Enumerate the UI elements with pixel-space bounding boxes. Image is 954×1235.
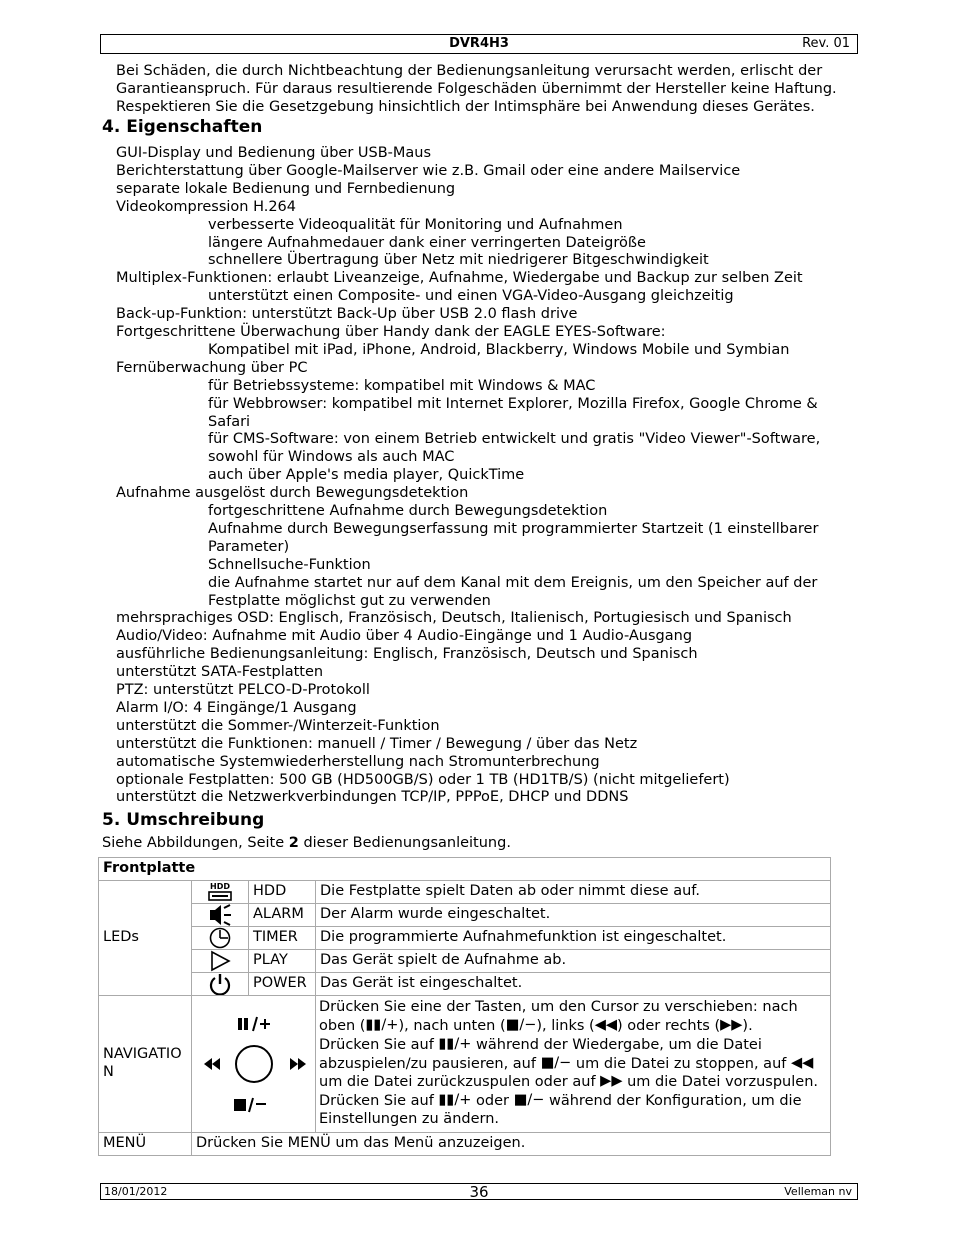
led-desc: Das Gerät ist eingeschaltet. <box>316 972 831 995</box>
play-pause-up-icon: ▮▮/+ <box>365 1016 399 1033</box>
led-name: PLAY <box>249 949 316 972</box>
page-footer <box>100 1183 858 1200</box>
navigation-row <box>99 995 831 1132</box>
intro-line: Respektieren Sie die Gesetzgebung hinsichtlich der Intimsphäre bei Anwendung dieses Gerätes. <box>116 98 815 115</box>
feature-subitem: sowohl für Windows als auch MAC <box>208 449 455 466</box>
feature-item: Videokompression H.264 <box>116 198 297 215</box>
feature-subitem: Schnellsuche-Funktion <box>208 556 371 573</box>
feature-subitem: fortgeschrittene Aufnahme durch Bewegungsdetektion <box>208 503 608 519</box>
led-row-alarm <box>99 903 831 926</box>
rewind-left-icon: ◀◀ <box>594 1016 618 1033</box>
feature-subitem: für CMS-Software: von einem Betrieb entwickelt und gratis "Video Viewer"-Software, <box>208 431 821 448</box>
feature-subitem: schnellere Übertragung über Netz mit niedrigerer Bitgeschwindigkeit <box>208 252 709 269</box>
stop-minus-icon: ■/− <box>513 1092 545 1109</box>
table-header: Frontplatte <box>99 858 831 881</box>
stop-icon: ■/− <box>540 1054 572 1071</box>
feature-subitem: verbesserte Videoqualität für Monitoring und Aufnahmen <box>208 216 623 233</box>
page-number: 36 <box>469 1183 489 1201</box>
led-desc: Der Alarm wurde eingeschaltet. <box>316 903 831 926</box>
feature-item: unterstützt die Netzwerkverbindungen TCP/IP, PPPoE, DHCP und DDNS <box>116 789 629 806</box>
power-icon <box>207 973 233 995</box>
intro-line: Bei Schäden, die durch Nichtbeachtung der Bedienungsanleitung verursacht werden, erlischt der <box>116 63 823 79</box>
page-header <box>100 34 858 54</box>
rewind-icon: ◀◀ <box>790 1054 814 1071</box>
feature-subitem: unterstützt einen Composite- und einen VGA-Video-Ausgang gleichzeitig <box>208 288 734 305</box>
play-icon <box>207 950 233 972</box>
hdd-icon <box>207 881 233 903</box>
led-row-power <box>99 972 831 995</box>
forward-right-icon: ▶▶ <box>720 1016 743 1033</box>
led-name: HDD <box>249 880 316 903</box>
led-desc: Das Gerät spielt de Aufnahme ab. <box>316 949 831 972</box>
feature-item: unterstützt SATA-Festplatten <box>116 664 324 681</box>
led-name: TIMER <box>249 926 316 949</box>
timer-icon <box>207 927 233 949</box>
section-intro: Siehe Abbildungen, Seite 2 dieser Bedienungsanleitung. <box>102 835 511 851</box>
stop-down-icon: ■/− <box>505 1016 537 1033</box>
feature-item: Berichterstattung über Google-Mailserver wie z.B. Gmail oder eine andere Mailservice <box>116 162 741 179</box>
led-row-hdd <box>99 880 831 903</box>
feature-subitem: Kompatibel mit iPad, iPhone, Android, Blackberry, Windows Mobile und Symbian <box>208 341 790 358</box>
forward-icon: ▶▶ <box>600 1073 623 1090</box>
model-name: DVR4H3 <box>449 36 509 51</box>
front-panel-table <box>98 857 831 1156</box>
feature-item: optionale Festplatten: 500 GB (HD500GB/S) oder 1 TB (HD1TB/S) (nicht mitgeliefert) <box>116 771 730 788</box>
feature-item: Multiplex-Funktionen: erlaubt Liveanzeige, Aufnahme, Wiedergabe und Backup zur selben Zeit <box>116 270 803 287</box>
leds-label: LEDs <box>99 880 192 995</box>
feature-item: unterstützt die Sommer-/Winterzeit-Funktion <box>116 717 440 734</box>
menu-label: MENÜ <box>99 1133 192 1156</box>
feature-subitem: die Aufnahme startet nur auf dem Kanal mit dem Ereignis, um den Speicher auf der <box>208 574 818 591</box>
alarm-icon <box>207 904 233 926</box>
feature-item: mehrsprachiges OSD: Englisch, Französisch, Deutsch, Italienisch, Portugiesisch und Spanisch <box>116 610 792 627</box>
feature-item: Fortgeschrittene Überwachung über Handy dank der EAGLE EYES-Software: <box>116 324 666 340</box>
feature-subitem: Festplatte möglichst gut zu verwenden <box>208 592 491 609</box>
led-name: ALARM <box>249 903 316 926</box>
play-pause-icon: ▮▮/+ <box>438 1035 472 1052</box>
section-heading: 4. Eigenschaften <box>102 117 263 137</box>
feature-item: Back-up-Funktion: unterstützt Back-Up über USB 2.0 flash drive <box>116 306 578 323</box>
led-row-play <box>99 949 831 972</box>
feature-item: Fernüberwachung über PC <box>116 359 308 376</box>
feature-item: GUI-Display und Bedienung über USB-Maus <box>116 145 432 161</box>
feature-subitem: längere Aufnahmedauer dank einer verringerten Dateigröße <box>208 234 646 251</box>
feature-item: Audio/Video: Aufnahme mit Audio über 4 Audio-Eingänge und 1 Audio-Ausgang <box>116 628 693 645</box>
feature-item: separate lokale Bedienung und Fernbedienung <box>116 180 456 197</box>
menu-desc: Drücken Sie MENÜ um das Menü anzuzeigen. <box>192 1133 831 1156</box>
navigation-pad-icon <box>202 1006 306 1122</box>
led-row-timer <box>99 926 831 949</box>
intro-line: Garantieanspruch. Für daraus resultierende Folgeschäden übernimmt der Hersteller keine Haftung. <box>116 80 837 97</box>
feature-subitem: Aufnahme durch Bewegungserfassung mit programmierter Startzeit (1 einstellbarer <box>208 520 819 537</box>
feature-item: unterstützt die Funktionen: manuell / Timer / Bewegung / über das Netz <box>116 735 638 752</box>
company-name: Velleman nv <box>784 1185 852 1198</box>
feature-item: Alarm I/O: 4 Eingänge/1 Ausgang <box>116 699 357 716</box>
footer-date: 18/01/2012 <box>104 1185 168 1198</box>
feature-item: PTZ: unterstützt PELCO-D-Protokoll <box>116 682 370 698</box>
feature-subitem: Safari <box>208 413 251 430</box>
section-heading: 5. Umschreibung <box>102 810 265 830</box>
feature-item: Aufnahme ausgelöst durch Bewegungsdetektion <box>116 485 469 502</box>
revision: Rev. 01 <box>802 36 850 51</box>
feature-item: automatische Systemwiederherstellung nach Stromunterbrechung <box>116 753 600 770</box>
feature-subitem: für Betriebssysteme: kompatibel mit Windows & MAC <box>208 377 596 394</box>
led-desc: Die Festplatte spielt Daten ab oder nimmt diese auf. <box>316 880 831 903</box>
navigation-label: NAVIGATION <box>99 995 192 1132</box>
feature-item: ausführliche Bedienungsanleitung: Englisch, Französisch, Deutsch und Spanisch <box>116 646 698 663</box>
navigation-desc: Drücken Sie eine der Tasten, um den Cursor zu verschieben: nach oben (▮▮/+), nach unten (■/−), links (◀◀) oder rechts (▶▶). Drücken Sie auf ▮▮/+ während der Wiedergabe, um die Datei abzuspielen/zu pausieren, auf ■/− um die Datei zu stoppen, auf ◀◀ um die Datei zurückzuspulen oder auf ▶▶ um die Datei vorzuspulen. Drücken Sie auf ▮▮/+ oder ■/− während der Konfiguration, um die Einstellungen zu ändern. <box>316 995 831 1132</box>
led-desc: Die programmierte Aufnahmefunktion ist eingeschaltet. <box>316 926 831 949</box>
feature-subitem: auch über Apple's media player, QuickTime <box>208 467 525 484</box>
play-pause-plus-icon: ▮▮/+ <box>438 1092 472 1109</box>
menu-row <box>99 1133 831 1156</box>
feature-subitem: Parameter) <box>208 538 290 555</box>
led-name: POWER <box>249 972 316 995</box>
feature-subitem: für Webbrowser: kompatibel mit Internet Explorer, Mozilla Firefox, Google Chrome & <box>208 395 818 412</box>
svg-text:HDD: HDD <box>210 881 230 891</box>
